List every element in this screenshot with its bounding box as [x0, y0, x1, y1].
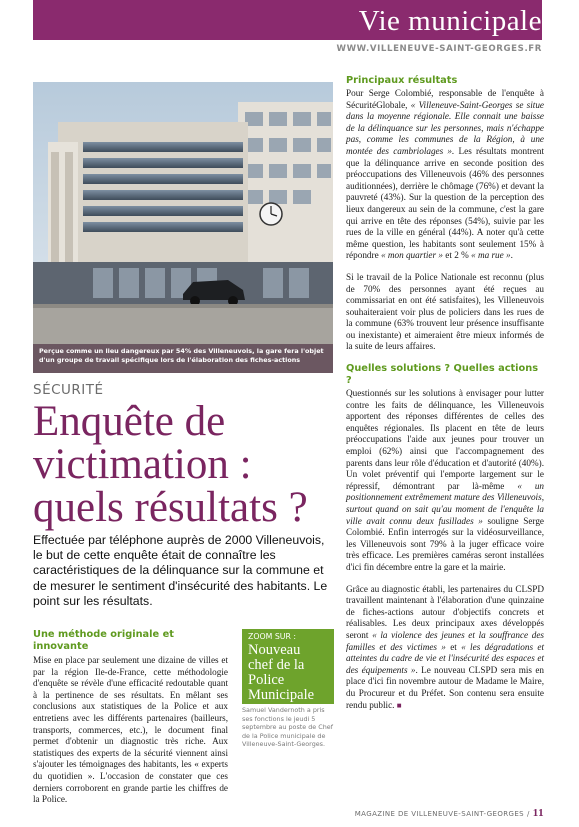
section-heading: Quelles solutions ? Quelles actions ?	[346, 363, 539, 387]
section-title: Vie municipale	[358, 5, 542, 37]
footer-separator: /	[527, 810, 530, 818]
page-footer	[355, 807, 544, 819]
photo-caption: Perçue comme un lieu dangereux par 54% des Villeneuvois, la gare fera l'objet d'un groupe de travail spécifique lors de l'élaboration des fiches-actions	[33, 344, 333, 373]
zoom-text: Samuel Vandernoth a pris ses fonctions le jeudi 5 septembre au poste de Chef de la Police municipale de Villeneuve-Saint-Georges.	[242, 706, 333, 749]
zoom-title: Nouveau chef de la Police Municipale	[248, 642, 315, 703]
paragraph	[346, 584, 544, 712]
section-body: Mise en place par seulement une dizaine de villes et par la région Ile-de-France, cette méthodologie d'enquête se révèle d'une efficacité redoutable quant à la pertinence de ses résultats. En mêlant ses conclusions aux statistiques de la Police et aux entretiens avec les différents partenaires (bailleurs, transports, commerces, etc.), le document final permet d'obtenir un diagnostic très riche. Aux statistiques des experts de la sécurité viennent ainsi s'ajouter les témoignages des habitants, les « experts du quotidien ». L'occasion de constater que ces derniers corroborent en grande partie les chiffres de la Police.	[33, 655, 228, 805]
section-heading: Une méthode originale et innovante	[33, 629, 174, 652]
text-run: et 2 %	[442, 250, 472, 261]
text-run: Les résultats montrent que la délinquance arrive en seconde position des préoccupations des Villeneuvois (46% des personnes auditionnées), derrière le chômage (76%) et devant la pauvreté (43%). Sur la question de la perception des lieux dangereux au sein de la commune, c'est la gare qui arrive en tête des réponses (54%), suivie par les rues de la ville en général (44%). A noter qu'à cette même question, les habitants sont seulement 15% à répondre	[346, 145, 544, 261]
section-heading: Principaux résultats	[346, 75, 458, 86]
zoom-box	[242, 629, 334, 704]
zoom-label: ZOOM SUR :	[248, 632, 296, 641]
page-number: 11	[532, 807, 544, 819]
website-url[interactable]: WWW.VILLENEUVE-SAINT-GEORGES.FR	[336, 44, 542, 54]
article-title	[33, 400, 333, 529]
paragraph: Si le travail de la Police Nationale est reconnu (plus de 70% des personnes ayant été reçues au commissariat en ont été satisfaites), les Villeneuvois souhaiteraient voir plus de policiers dans les rues de la commune (63% trouvent leur présence insuffisante ou inexistante) et aimeraient être mieux informés de la suite de leurs affaires.	[346, 271, 544, 352]
text-run: Pour Serge Colombié, responsable de l'enquête à SécuritéGlobale,	[346, 88, 544, 110]
quote: « mon quartier »	[380, 250, 443, 261]
rubric-label: SÉCURITÉ	[33, 382, 104, 398]
quote: « les dégradations et atteintes du cadre de vie et l'insécurité des espaces et des équipements »	[346, 641, 544, 675]
text-run: Questionnés sur les solutions à envisager pour lutter contre les faits de délinquance, les Villeneuvois apportent des réponses différentes de celles des enquêtes régionales. Ils placent en tête de leurs préoccupations l'aide aux jeunes pour trouver un emploi (62%) ainsi que l'accompagnement des parents dans leur rôle d'éducation et d'autorité (40%). Un volet préventif qui l'emporte largement sur le répressif, démontrant par là-même	[346, 388, 544, 491]
quote: « un positionnement extrêmement mature des Villeneuvois, surtout quand on sait qu'au moment de l'enquête la ville avait connu deux fusillades »	[346, 480, 545, 526]
text-run: . Le nouveau CLSPD sera mis en place d'ici fin novembre autour de Madame le Maire, du Procureur et du Préfet. Son contenu sera ensuite rendu public.	[346, 664, 544, 710]
left-column	[33, 629, 228, 806]
quote: « la violence des jeunes et la souffrance des familles et des victimes »	[346, 629, 545, 652]
magazine-name: MAGAZINE DE VILLENEUVE-SAINT-GEORGES	[354, 810, 525, 818]
text-run: souligne Serge Colombié. Enfin interrogés sur la vidéosurveillance, les Villeneuvois sont 79% à la juger efficace voire très efficace. Les premières caméras seront installées d'ici fin décembre entre la gare et la mairie.	[346, 515, 544, 572]
article-intro: Effectuée par téléphone auprès de 2000 Villeneuvois, le but de cette enquête était de connaître les caractéristiques de la délinquance sur la commune et de mesurer le sentiment d'insécurité des habitants. Le point sur les résultats.	[33, 533, 328, 608]
text-run: et	[445, 641, 462, 652]
station-photo	[33, 82, 333, 344]
title-line: victimation :	[33, 441, 252, 488]
text-run: .	[510, 250, 513, 261]
paragraph	[346, 388, 544, 574]
end-mark: ■	[396, 700, 402, 710]
text-run: Grâce au diagnostic établi, les partenaires du CLSPD travaillent maintenant à l'élaboration d'une quinzaine de fiches-actions autour d'objectifs concrets et réalisables. Les deux principaux axes développés seront	[346, 583, 544, 640]
quote: « Villeneuve-Saint-Georges se situe dans la moyenne régionale. Elle connait une baisse de la délinquance sur les personnes, mais n'échappe pas, comme les communes de la Région, à une montée des cambriolages ».	[346, 99, 545, 156]
right-column	[346, 75, 544, 721]
title-line: Enquête de	[33, 398, 226, 445]
paragraph	[346, 88, 544, 262]
quote: « ma rue »	[471, 250, 511, 261]
title-line: quels résultats ?	[33, 484, 308, 531]
header	[0, 0, 579, 40]
